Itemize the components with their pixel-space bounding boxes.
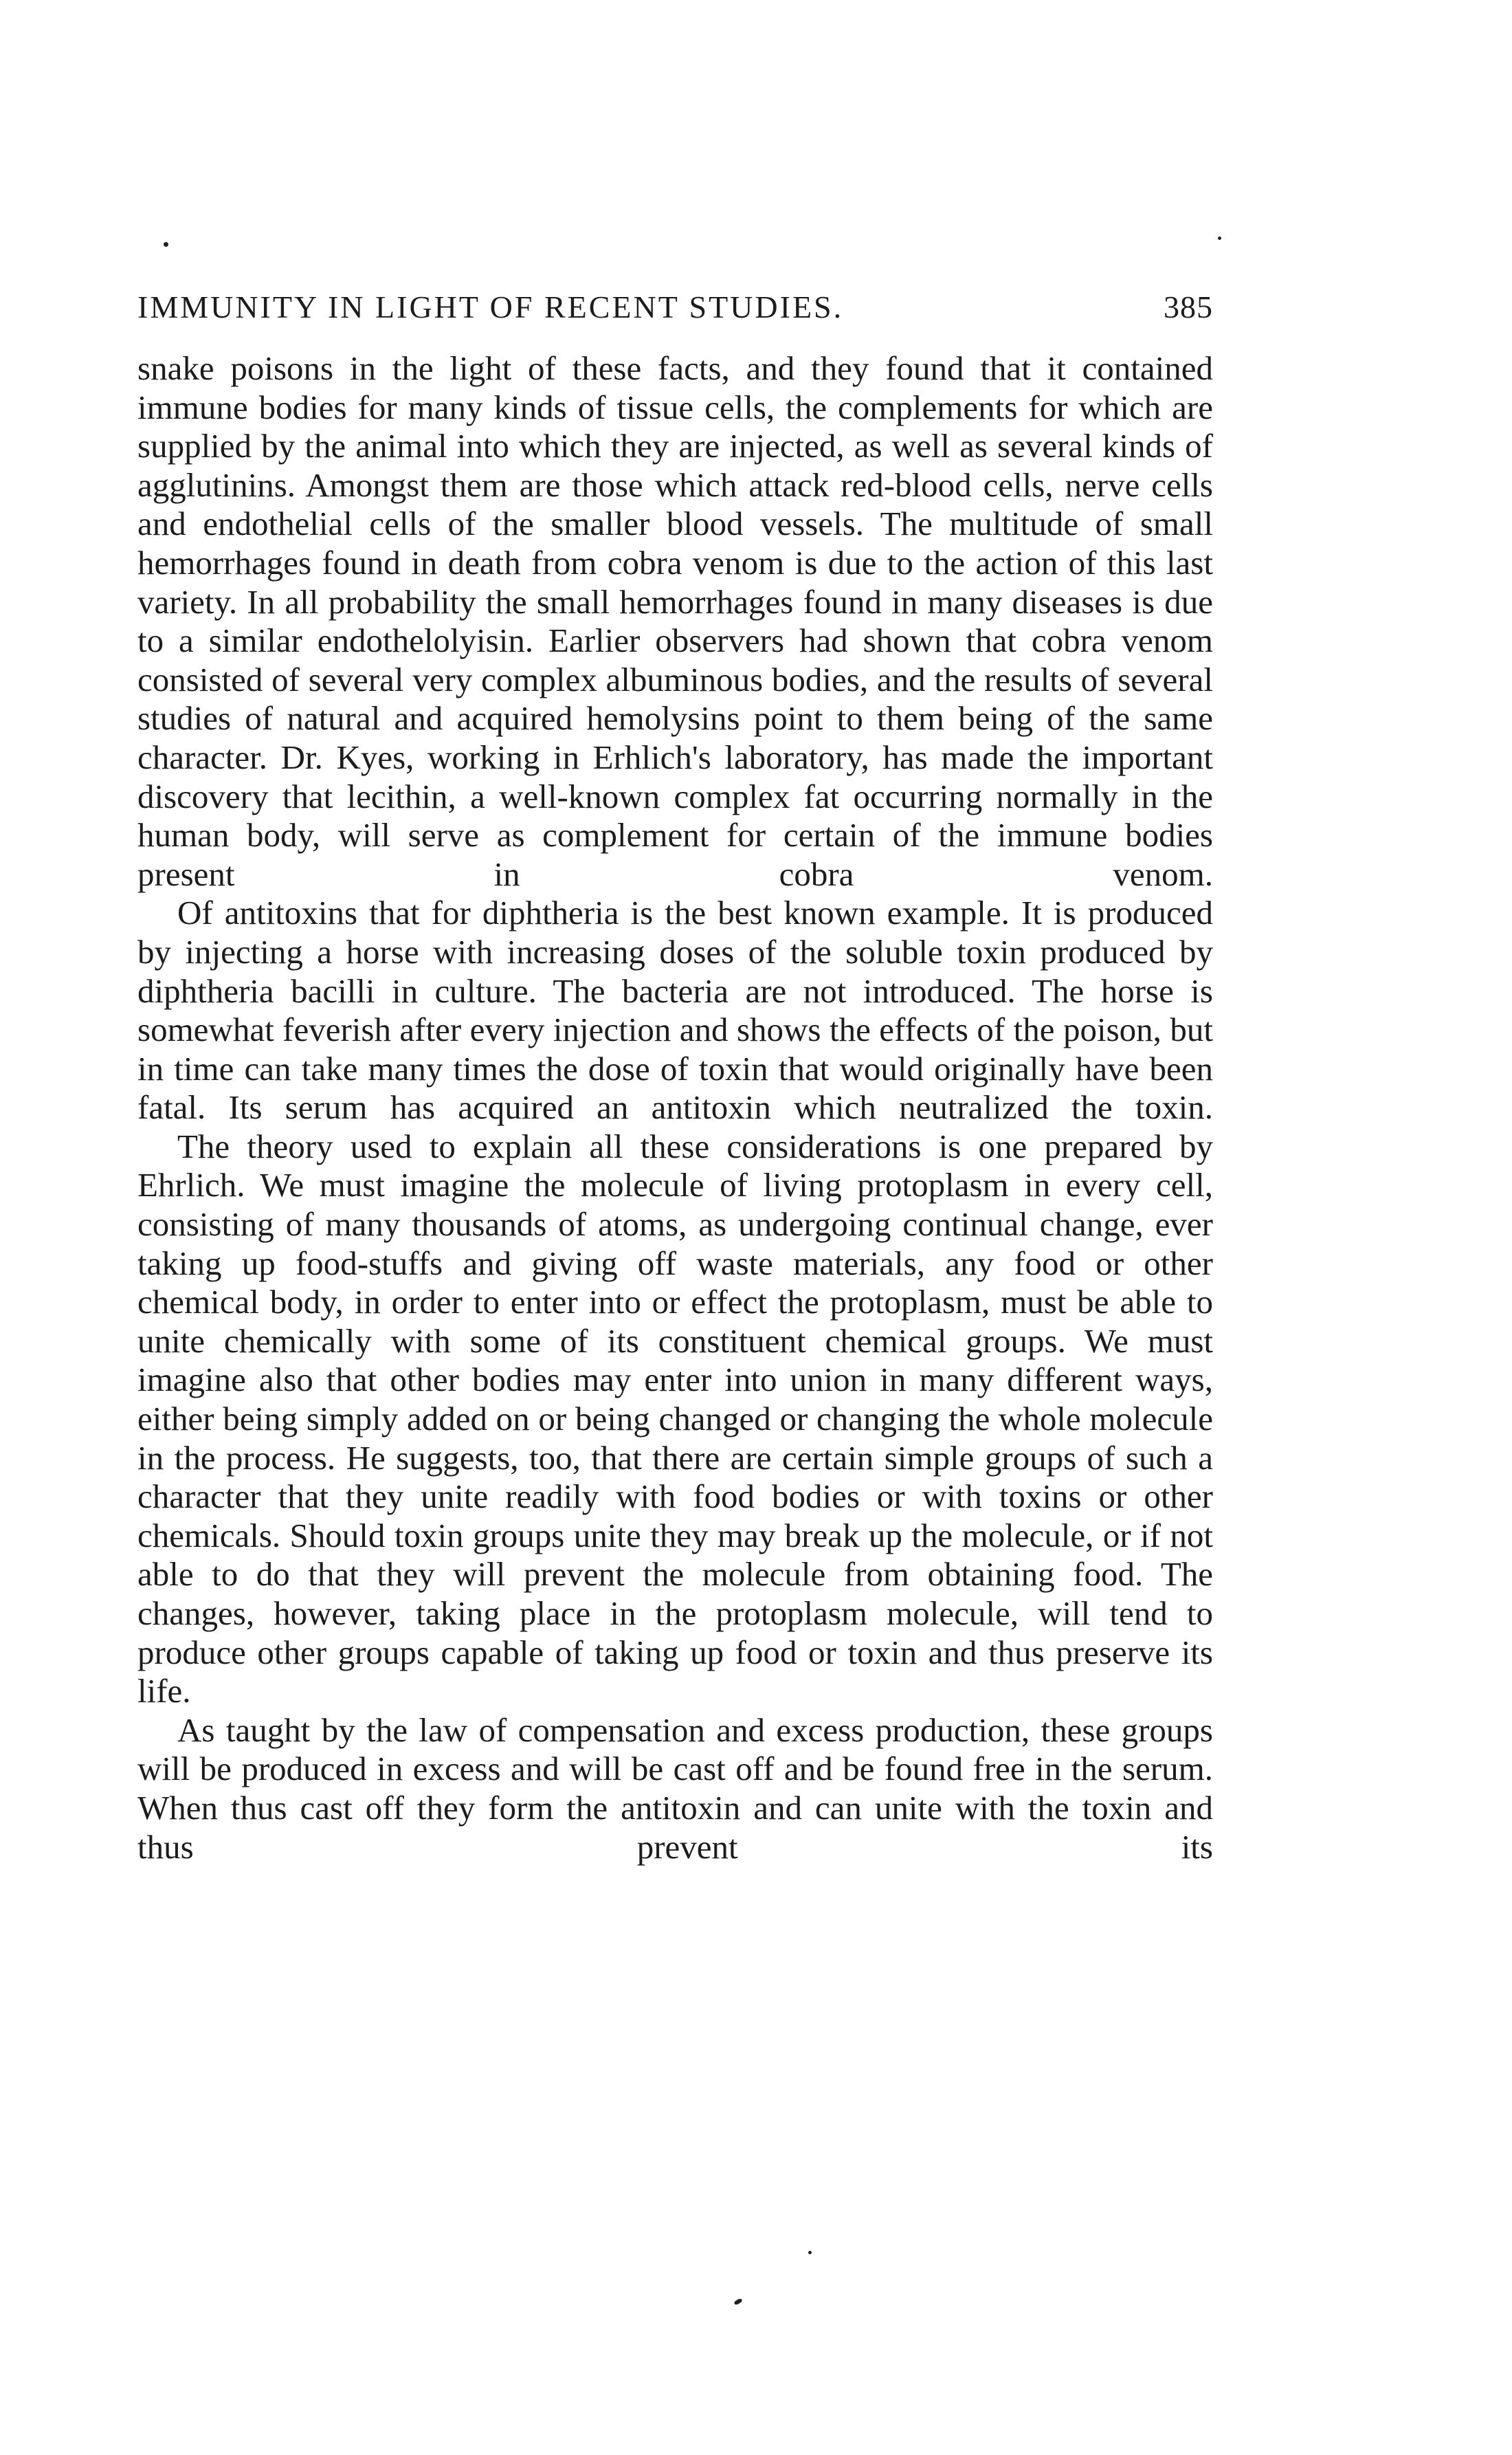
paragraph-3: The theory used to explain all these considerations is one prepared by Ehrlich. We must imagine the molecule of living protoplasm in every cell, consisting of many thousands of atoms, as undergoing continual change, ever taking up food-stuffs and giving off waste materials, any food or other chemical body, in order to enter into or effect the protoplasm, must be able to unite chemically with some of its constituent chemical groups. We must imagine also that other bodies may enter into union in many different ways, either being simply added on or being changed or changing the whole molecule in the process. He suggests, too, that there are certain simple groups of such a character that they unite readily with food bodies or with toxins or other chemicals. Should toxin groups unite they may break up the molecule, or if not able to do that they will prevent the molecule from obtaining food. The changes, however, taking place in the protoplasm molecule, will tend to produce other groups capable of taking up food or toxin and thus preserve its life. — [137, 1127, 1213, 1710]
running-title: IMMUNITY IN LIGHT OF RECENT STUDIES. — [137, 289, 844, 324]
page-number: 385 — [1164, 289, 1213, 324]
paragraph-4: As taught by the law of compensation and excess production, these groups will be produced in excess and will be cast off and be found free in the serum. When thus cast off they form the antitoxin and can unite with the toxin and thus prevent its — [137, 1710, 1213, 1866]
scan-speck — [733, 2298, 742, 2305]
scan-speck — [808, 2251, 812, 2254]
paragraph-2: Of antitoxins that for diphtheria is the best known example. It is produced by injecting a horse with increasing doses of the soluble toxin produced by diphtheria bacilli in culture. The bacteria are not introduced. The horse is somewhat feverish after every injection and shows the effects of the poison, but in time can take many times the dose of toxin that would originally have been fatal. Its serum has acquired an antitoxin which neutralized the toxin. — [137, 894, 1213, 1127]
scan-speck — [1218, 236, 1221, 240]
scan-speck — [164, 242, 168, 247]
book-page — [137, 289, 1213, 1867]
paragraph-1: snake poisons in the light of these facts, and they found that it contained immune bodies for many kinds of tissue cells, the complements for which are supplied by the animal into which they are injected, as well as several kinds of agglutinins. Amongst them are those which attack red-blood cells, nerve cells and endothelial cells of the smaller blood vessels. The multitude of small hemorrhages found in death from cobra venom is due to the action of this last variety. In all probability the small hemorrhages found in many diseases is due to a similar endothelolyisin. Earlier observers had shown that cobra venom consisted of several very complex albuminous bodies, and the results of several studies of natural and acquired hemolysins point to them being of the same character. Dr. Kyes, working in Erhlich's laboratory, has made the important discovery that lecithin, a well-known complex fat occurring normally in the human body, will serve as complement for certain of the immune bodies present in cobra venom. — [137, 349, 1213, 893]
body-text — [137, 349, 1213, 1867]
running-head — [137, 289, 1213, 337]
